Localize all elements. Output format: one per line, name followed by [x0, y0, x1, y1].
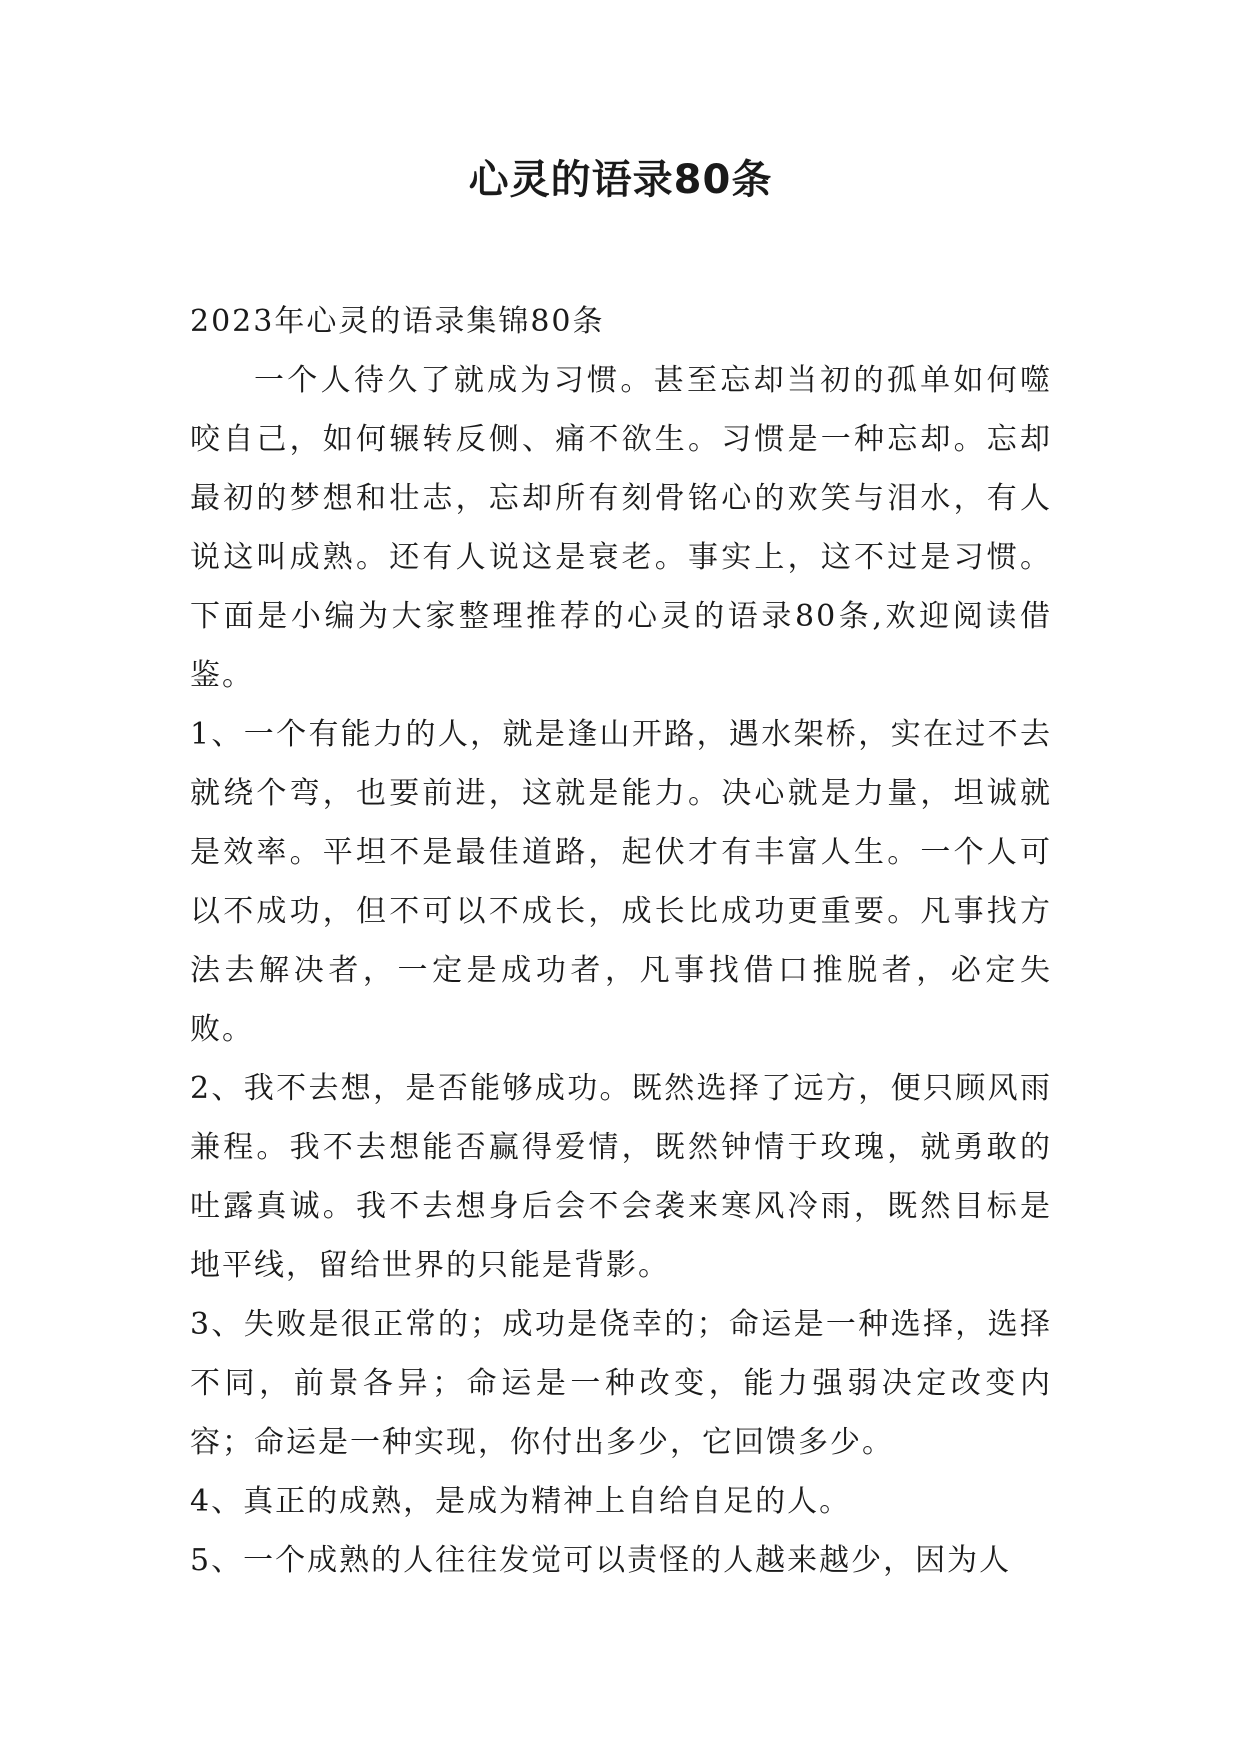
quote-item-5: 5、一个成熟的人往往发觉可以责怪的人越来越少，因为人: [190, 1543, 1012, 1578]
quote-item-4: 4、真正的成熟，是成为精神上自给自足的人。: [190, 1484, 852, 1519]
document-body: [190, 292, 1052, 1590]
document-subtitle: 2023年心灵的语录集锦80条: [190, 304, 605, 339]
quote-item-3: 3、失败是很正常的；成功是侥幸的；命运是一种选择，选择不同，前景各异；命运是一种改变，能力强弱决定改变内容；命运是一种实现，你付出多少，它回馈多少。: [190, 1307, 1052, 1460]
quote-item-1: 1、一个有能力的人，就是逢山开路，遇水架桥，实在过不去就绕个弯，也要前进，这就是能力。决心就是力量，坦诚就是效率。平坦不是最佳道路，起伏才有丰富人生。一个人可以不成功，但不可以不成长，成长比成功更重要。凡事找方法去解决者，一定是成功者，凡事找借口推脱者，必定失败。: [190, 717, 1052, 1047]
intro-paragraph: 一个人待久了就成为习惯。甚至忘却当初的孤单如何噬咬自己，如何辗转反侧、痛不欲生。习惯是一种忘却。忘却最初的梦想和壮志，忘却所有刻骨铭心的欢笑与泪水，有人说这叫成熟。还有人说这是衰老。事实上，这不过是习惯。下面是小编为大家整理推荐的心灵的语录80条,欢迎阅读借鉴。: [190, 363, 1052, 693]
quote-item-2: 2、我不去想，是否能够成功。既然选择了远方，便只顾风雨兼程。我不去想能否赢得爱情，既然钟情于玫瑰，就勇敢的吐露真诚。我不去想身后会不会袭来寒风冷雨，既然目标是地平线，留给世界的只能是背影。: [190, 1071, 1052, 1283]
document-title: 心灵的语录80条: [468, 157, 773, 203]
